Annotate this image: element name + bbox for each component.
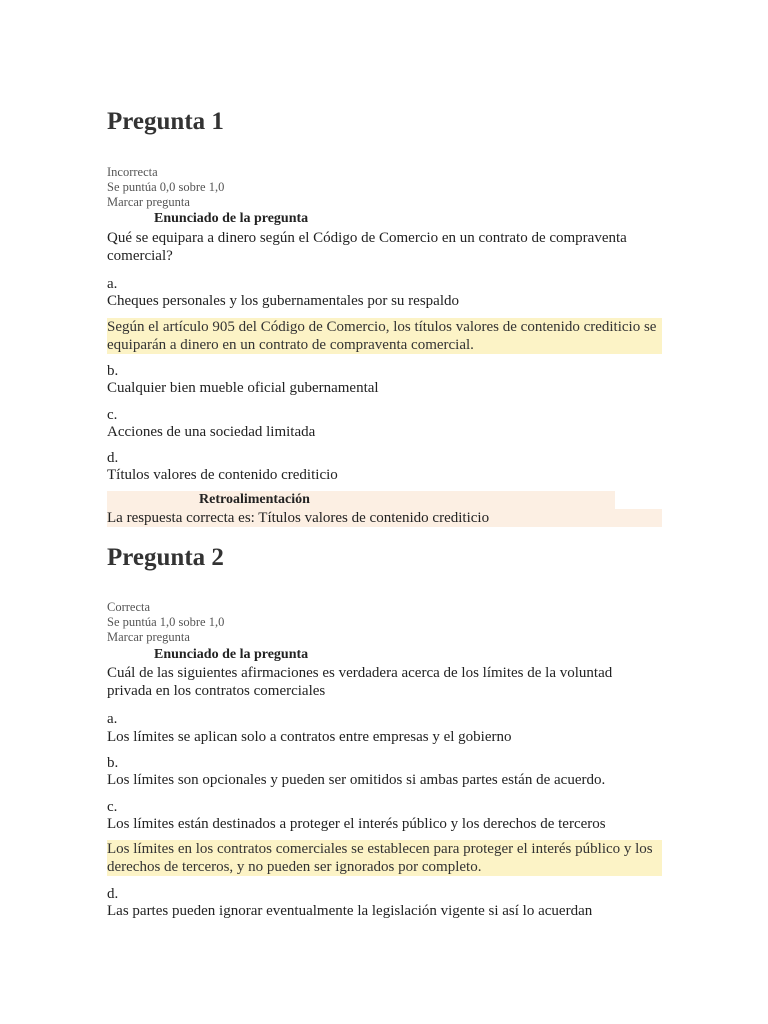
question-1-flag-link[interactable]: Marcar pregunta (107, 195, 190, 209)
question-2-status: Correcta (107, 600, 151, 614)
question-1-option-a-feedback: Según el artículo 905 del Código de Comercio, los títulos valores de contenido crediticio se equiparán a dinero en un contrato de compraventa comercial. (107, 318, 662, 354)
question-2-option-b[interactable]: Los límites son opcionales y pueden ser omitidos si ambas partes están de acuerdo. (107, 772, 606, 788)
question-1-title: Pregunta 1 (107, 108, 224, 135)
question-2-flag-link[interactable]: Marcar pregunta (107, 630, 190, 644)
question-2-option-b-letter: b. (107, 755, 119, 771)
question-2-option-c-feedback: Los límites en los contratos comerciales se establecen para proteger el interés público y los derechos de terceros, y no pueden ser ignorados por completo. (107, 840, 662, 876)
question-1-option-d-letter: d. (107, 450, 119, 466)
question-2-score: Se puntúa 1,0 sobre 1,0 (107, 615, 225, 629)
question-2-title: Pregunta 2 (107, 544, 224, 571)
question-2-option-c-letter: c. (107, 799, 118, 815)
question-1-feedback-label: Retroalimentación (199, 492, 310, 507)
question-1-status: Incorrecta (107, 165, 158, 179)
question-1-correct-answer: La respuesta correcta es: Títulos valores de contenido crediticio (107, 509, 662, 527)
question-2-option-a-letter: a. (107, 711, 118, 727)
question-1-score: Se puntúa 0,0 sobre 1,0 (107, 180, 225, 194)
question-2-option-d-letter: d. (107, 886, 119, 902)
question-2-option-a[interactable]: Los límites se aplican solo a contratos entre empresas y el gobierno (107, 729, 512, 745)
question-1-option-c-letter: c. (107, 407, 118, 423)
question-1-text: Qué se equipara a dinero según el Código de Comercio en un contrato de compraventa comercial? (107, 230, 627, 264)
question-2-option-d[interactable]: Las partes pueden ignorar eventualmente la legislación vigente si así lo acuerdan (107, 903, 593, 919)
question-2-option-c[interactable]: Los límites están destinados a proteger el interés público y los derechos de terceros (107, 816, 606, 832)
question-1-option-b[interactable]: Cualquier bien mueble oficial gubernamental (107, 380, 379, 396)
question-1-option-a[interactable]: Cheques personales y los gubernamentales por su respaldo (107, 293, 459, 309)
question-1-feedback-header (107, 491, 615, 509)
question-1-option-d[interactable]: Títulos valores de contenido crediticio (107, 467, 338, 483)
question-1-statement-label: Enunciado de la pregunta (154, 211, 309, 226)
question-1-option-c[interactable]: Acciones de una sociedad limitada (107, 424, 316, 440)
question-1-option-a-letter: a. (107, 276, 118, 292)
question-2-statement-label: Enunciado de la pregunta (154, 647, 309, 662)
question-2-text: Cuál de las siguientes afirmaciones es verdadera acerca de los límites de la voluntad privada en los contratos comerciales (107, 665, 613, 699)
question-1-option-b-letter: b. (107, 363, 119, 379)
